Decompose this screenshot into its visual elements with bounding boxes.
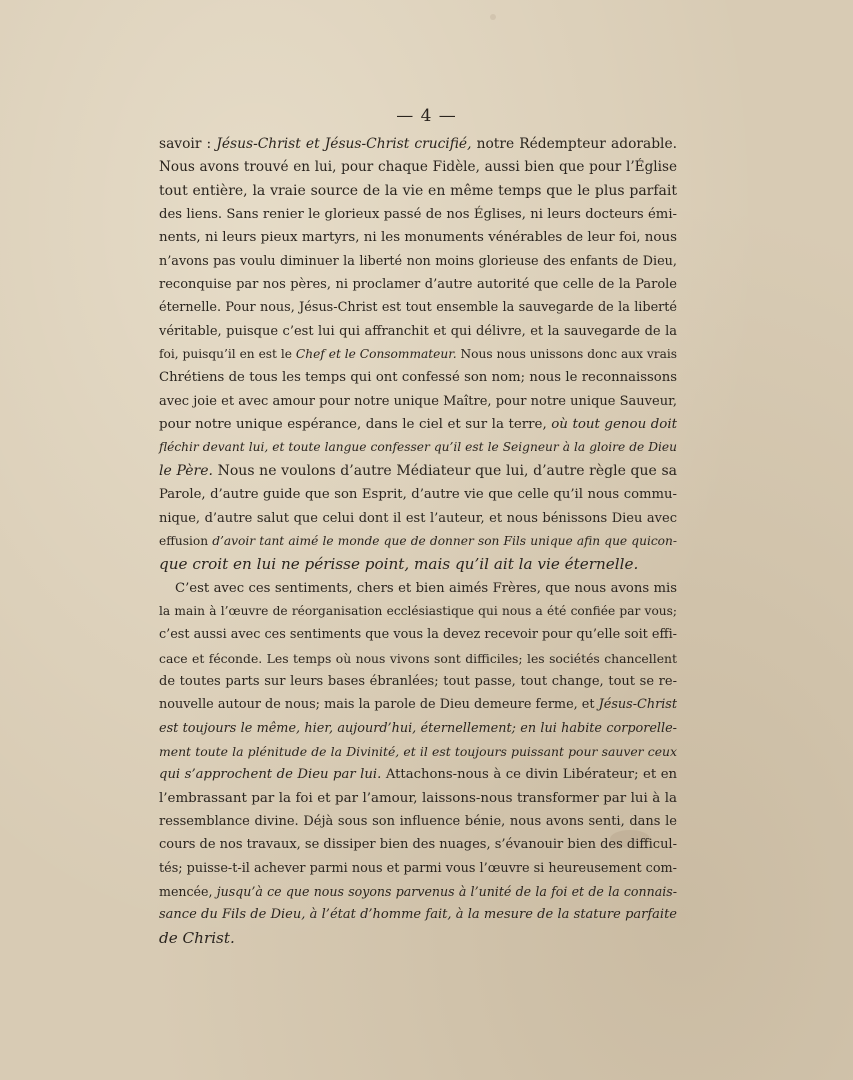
italic-text: Chef et le Consommateur. <box>295 347 457 362</box>
italic-text: qui s’approchent de Dieu par lui. <box>159 767 382 783</box>
italic-text: que croit en lui ne périsse point, mais qu’il ait la vie éternelle. <box>159 555 639 574</box>
text-segment: nique, d’autre salut que celui dont il est l’auteur, et nous bénissons Dieu avec <box>159 510 677 526</box>
text-line <box>159 320 677 343</box>
text-segment: Chrétiens de tous les temps qui ont confessé son nom; nous le reconnaissons <box>159 370 677 386</box>
text-line <box>159 273 677 296</box>
text-segment: la main à l’œuvre de réorganisation ecclésiastique qui nous a été confiée par vous; <box>159 603 677 618</box>
text-line <box>159 927 677 950</box>
text-line <box>159 343 677 366</box>
text-line <box>159 763 677 786</box>
text-line <box>159 903 677 926</box>
italic-text: jusqu’à ce que nous soyons parvenus à l’unité de la foi et de la connais- <box>216 884 677 899</box>
text-segment: effusion <box>159 533 213 548</box>
text-line <box>159 483 677 506</box>
italic-text: Jésus-Christ et Jésus-Christ crucifié, <box>216 136 472 152</box>
text-segment: notre Rédempteur adorable. <box>471 136 677 152</box>
text-segment: Parole, d’autre guide que son Esprit, d’autre vie que celle qu’il nous commu- <box>159 487 677 503</box>
text-segment: c’est aussi avec ces sentiments que vous la devez recevoir pour qu’elle soit effi- <box>159 627 677 643</box>
italic-text: ment toute la plénitude de la Divinité, et il est toujours puissant pour sauver ceux <box>159 743 677 759</box>
text-line <box>159 226 677 249</box>
text-line <box>159 250 677 273</box>
text-line <box>159 296 677 319</box>
italic-text: est toujours le même, hier, aujourd’hui, éternellement; en lui habite corporelle- <box>159 720 677 736</box>
text-line <box>159 717 677 740</box>
text-line <box>159 647 677 670</box>
text-line <box>159 413 677 436</box>
text-line <box>159 693 677 716</box>
paper-stain <box>490 14 496 20</box>
text-line <box>159 553 677 576</box>
text-segment: nouvelle autour de nous; mais la parole de Dieu demeure ferme, et <box>159 697 599 713</box>
text-segment: véritable, puisque c’est lui qui affranchit et qui délivre, et la sauvegarde de la <box>159 323 677 339</box>
text-segment: ressemblance divine. Déjà sous son influence bénie, nous avons senti, dans le <box>159 813 677 829</box>
text-segment: cace et féconde. Les temps où nous vivons sont difficiles; les sociétés chancellent <box>159 650 677 666</box>
text-line <box>159 670 677 693</box>
text-segment: éternelle. Pour nous, Jésus-Christ est tout ensemble la sauvegarde de la liberté <box>159 300 677 316</box>
text-line <box>159 600 677 623</box>
text-segment: nents, ni leurs pieux martyrs, ni les monuments vénérables de leur foi, nous <box>159 230 677 246</box>
italic-text: sance du Fils de Dieu, à l’état d’homme fait, à la mesure de la stature parfaite <box>159 907 677 923</box>
text-segment: Nous avons trouvé en lui, pour chaque Fidèle, aussi bien que pour l’Église <box>159 159 677 176</box>
text-segment: reconquise par nos pères, ni proclamer d’autre autorité que celle de la Parole <box>159 277 677 293</box>
page-number: — 4 — <box>396 106 457 126</box>
italic-text: d’avoir tant aimé le monde que de donner son Fils unique afin que quicon- <box>212 533 677 548</box>
text-line <box>159 133 677 156</box>
text-line <box>159 810 677 833</box>
text-line <box>159 366 677 389</box>
text-line <box>159 460 677 483</box>
text-line <box>159 833 677 856</box>
text-segment: mencée, <box>159 884 217 899</box>
text-line <box>159 623 677 646</box>
text-line <box>159 203 677 226</box>
text-segment: tés; puisse-t-il achever parmi nous et parmi vous l’œuvre si heureusement com- <box>159 860 677 876</box>
text-line <box>159 880 677 903</box>
text-segment: des liens. Sans renier le glorieux passé de nos Églises, ni leurs docteurs émi- <box>159 207 677 223</box>
italic-text: le Père. <box>159 462 213 479</box>
italic-text: de Christ. <box>159 928 235 947</box>
text-segment: de toutes parts sur leurs bases ébranlées; tout passe, tout change, tout se re- <box>159 673 677 689</box>
text-line <box>159 507 677 530</box>
text-segment: cours de nos travaux, se dissiper bien des nuages, s’évanouir bien des difficul- <box>159 837 677 853</box>
text-line <box>159 577 677 600</box>
text-segment: C’est avec ces sentiments, chers et bien aimés Frères, que nous avons mis <box>175 580 677 596</box>
text-line <box>159 857 677 880</box>
italic-text: où tout genou doit <box>551 417 678 433</box>
text-line <box>159 787 677 810</box>
text-segment: tout entière, la vraie source de la vie en même temps que le plus parfait <box>159 182 677 199</box>
body-text <box>159 133 677 950</box>
text-line <box>159 436 677 459</box>
text-segment: Attachons-nous à ce divin Libérateur; et en <box>381 767 677 783</box>
text-line <box>159 156 677 179</box>
italic-text: Jésus-Christ <box>598 697 677 713</box>
text-segment: foi, puisqu’il en est le <box>159 347 296 362</box>
text-line <box>159 180 677 203</box>
text-line <box>159 390 677 413</box>
text-line <box>159 530 677 553</box>
text-segment: Nous ne voulons d’autre Médiateur que lui, d’autre règle que sa <box>212 462 678 479</box>
text-segment: n’avons pas voulu diminuer la liberté non moins glorieuse des enfants de Dieu, <box>159 253 677 269</box>
text-segment: savoir : <box>159 136 217 152</box>
text-segment: Nous nous unissons donc aux vrais <box>456 347 678 362</box>
text-segment: l’embrassant par la foi et par l’amour, laissons-nous transformer par lui à la <box>159 790 677 806</box>
text-segment: pour notre unique espérance, dans le ciel et sur la terre, <box>159 417 552 433</box>
text-line <box>159 740 677 763</box>
text-segment: avec joie et avec amour pour notre unique Maître, pour notre unique Sauveur, <box>159 393 677 409</box>
italic-text: fléchir devant lui, et toute langue confesser qu’il est le Seigneur à la gloire de Dieu <box>159 440 677 455</box>
